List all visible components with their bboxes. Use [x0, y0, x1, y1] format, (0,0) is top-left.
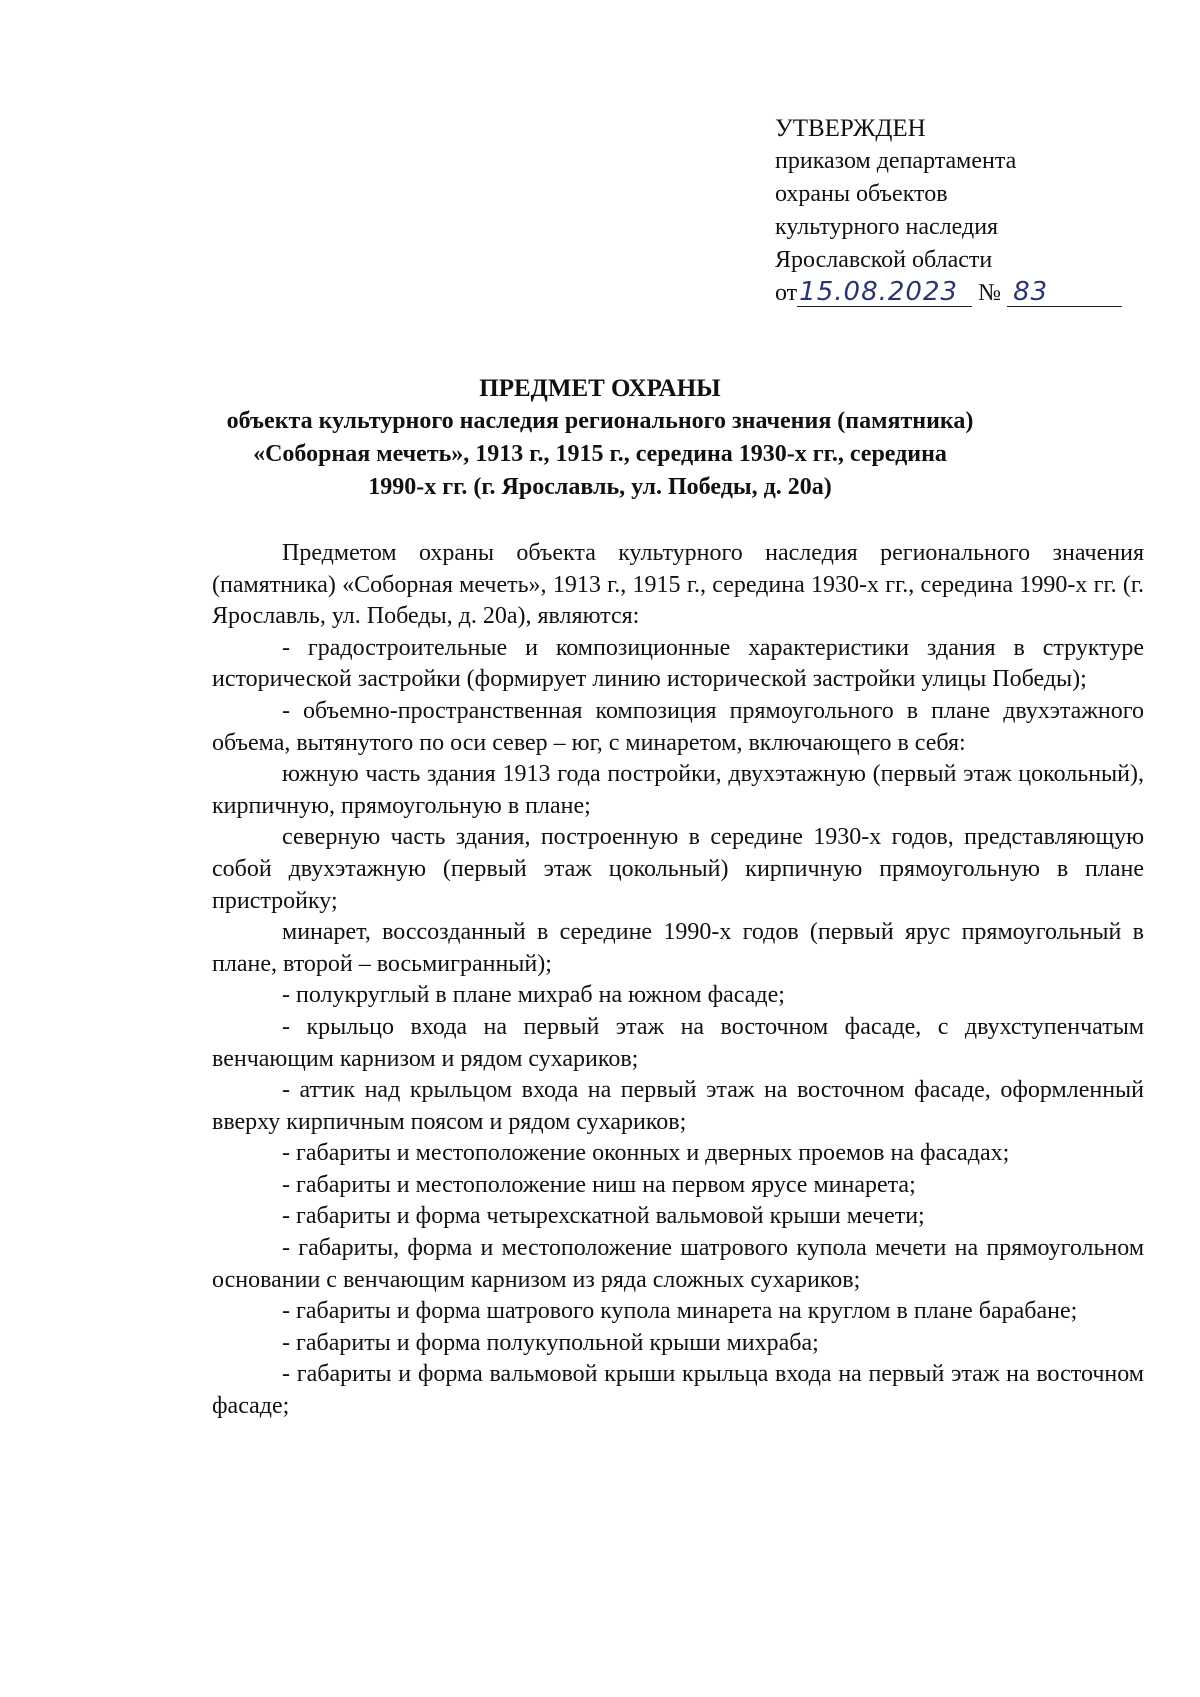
approval-date-number-line	[775, 277, 1155, 310]
date-field	[797, 279, 972, 307]
document-title-block	[190, 372, 1010, 504]
approved-heading: УТВЕРЖДЕН	[775, 115, 926, 142]
approval-line-heritage: культурного наследия	[775, 214, 999, 240]
document-title: ПРЕДМЕТ ОХРАНЫ	[479, 375, 721, 402]
list-item: - габариты и форма полукупольной крыши михраба;	[282, 1329, 819, 1356]
handwritten-date: 15.08.2023	[799, 277, 959, 307]
document-body	[212, 538, 1144, 1423]
handwritten-number: 83	[1013, 277, 1049, 307]
list-item: - крыльцо входа на первый этаж на восточном фасаде, с двухступенчатым венчающим карнизом и рядом сухариков;	[212, 1013, 1144, 1072]
list-item: - градостроительные и композиционные характеристики здания в структуре исторической застройки (формирует линию исторической застройки улицы Победы);	[212, 634, 1144, 693]
approval-line-order: приказом департамента	[775, 148, 1017, 174]
title-line-address: 1990-х гг. (г. Ярославль, ул. Победы, д. 20а)	[368, 474, 832, 500]
list-item: - габариты и местоположение ниш на первом ярусе минарета;	[282, 1171, 916, 1198]
number-sign: №	[978, 280, 1002, 306]
title-line-object: объекта культурного наследия регионального значения (памятника)	[226, 408, 974, 434]
list-item: - аттик над крыльцом входа на первый этаж на восточном фасаде, оформленный вверху кирпичным поясом и рядом сухариков;	[212, 1077, 1144, 1135]
intro-paragraph: Предметом охраны объекта культурного наследия регионального значения (памятника) «Соборная мечеть», 1913 г., 1915 г., середина 1930-х гг., середина 1990-х гг. (г. Ярославль, ул. Победы, д. 20а), являются:	[212, 540, 1144, 630]
list-item: - полукруглый в плане михраб на южном фасаде;	[282, 982, 785, 1009]
list-item: - габариты и форма четырехскатной вальмовой крыши мечети;	[282, 1203, 925, 1230]
title-line-mosque: «Соборная мечеть», 1913 г., 1915 г., середина 1930-х гг., середина	[253, 441, 947, 467]
list-item: - объемно-пространственная композиция прямоугольного в плане двухэтажного объема, вытянутого по оси север – юг, с минаретом, включающего в себя:	[212, 697, 1144, 756]
approval-stamp-block	[775, 112, 1155, 310]
list-item: северную часть здания, построенную в середине 1930-х годов, представляющую собой двухэтажную (первый этаж цокольный) кирпичную прямоугольную в плане пристройку;	[212, 824, 1144, 914]
date-prefix: от	[775, 280, 798, 306]
list-item: - габариты и форма вальмовой крыши крыльца входа на первый этаж на восточном фасаде;	[212, 1361, 1144, 1420]
list-item: - габариты и форма шатрового купола минарета на круглом в плане барабане;	[282, 1298, 1078, 1325]
list-item: минарет, воссозданный в середине 1990-х годов (первый ярус прямоугольный в плане, второй – восьмигранный);	[212, 919, 1144, 977]
number-field	[1007, 279, 1122, 307]
approval-line-protection: охраны объектов	[775, 181, 948, 207]
list-item: - габариты, форма и местоположение шатрового купола мечети на прямоугольном основании с венчающим карнизом из ряда сложных сухариков;	[212, 1235, 1144, 1293]
list-item: южную часть здания 1913 года постройки, двухэтажную (первый этаж цокольный), кирпичную, прямоугольную в плане;	[212, 761, 1144, 819]
list-item: - габариты и местоположение оконных и дверных проемов на фасадах;	[282, 1140, 1010, 1167]
approval-line-region: Ярославской области	[775, 247, 993, 273]
